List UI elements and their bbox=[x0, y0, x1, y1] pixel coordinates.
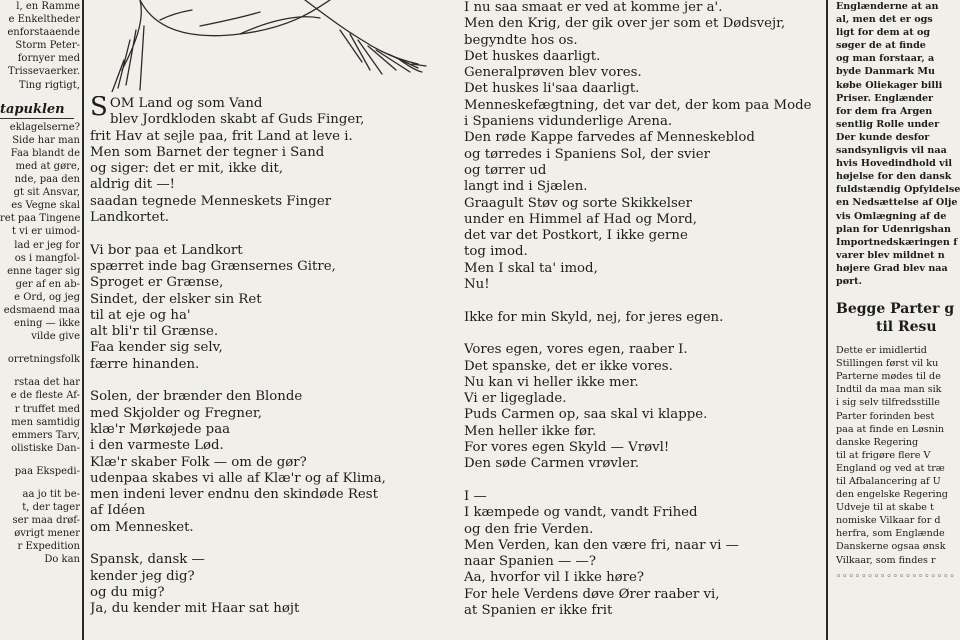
text-line: ger af en ab- bbox=[15, 278, 80, 290]
text-line: Faa blandt de bbox=[10, 147, 80, 159]
poem-line: I kæmpede og vandt, vandt Frihed bbox=[464, 505, 698, 521]
text-line: orretningsfolk bbox=[7, 354, 80, 366]
text-line: Trissevaerker. bbox=[8, 66, 80, 78]
left-column-block-f bbox=[0, 488, 80, 567]
text-line: øvrigt mener bbox=[14, 528, 80, 540]
text-line: eklagelserne? bbox=[9, 121, 80, 133]
text-line: al, men det er ogs bbox=[836, 14, 933, 26]
text-line: England og ved at træ bbox=[836, 462, 945, 474]
text-line: til Resu bbox=[876, 319, 937, 336]
text-line: enforstaaende bbox=[7, 27, 80, 39]
poem-line: Spansk, dansk — bbox=[90, 552, 205, 568]
poem-column-right bbox=[464, 0, 824, 619]
text-line: e de fleste Af- bbox=[10, 390, 80, 402]
text-line: Danskerne ogsaa ønsk bbox=[836, 541, 946, 553]
text-line: fornyer med bbox=[17, 53, 80, 65]
bird-sketch-illustration bbox=[100, 0, 430, 92]
poem-line: færre hinanden. bbox=[90, 356, 200, 372]
poem-line: tog imod. bbox=[464, 244, 528, 260]
poem-line: Menneskefægtning, det var det, der kom paa Mode bbox=[464, 97, 812, 113]
poem-line: og du mig? bbox=[90, 584, 165, 600]
text-line: Storm Peter- bbox=[15, 40, 80, 52]
poem-line: saadan tegnede Menneskets Finger bbox=[90, 193, 332, 209]
text-line: sandsynligvis vil naa bbox=[836, 145, 947, 157]
text-line: t vi er uimod- bbox=[11, 226, 80, 238]
text-line: byde Danmark Mu bbox=[836, 66, 935, 78]
text-line: plan for Udenrigshan bbox=[836, 223, 951, 235]
text-line: nomiske Vilkaar for d bbox=[836, 515, 941, 527]
text-line: aa jo tit be- bbox=[22, 489, 80, 500]
right-column-body-block bbox=[836, 344, 960, 567]
poem-line: For hele Verdens døve Ører raaber vi, bbox=[464, 586, 720, 602]
text-line: Indtil da maa man sik bbox=[836, 384, 942, 396]
text-line: Do kan bbox=[44, 554, 80, 566]
text-line: Parter forinden best bbox=[836, 410, 935, 422]
poem-line: Sindet, der elsker sin Ret bbox=[90, 291, 262, 307]
poem-line: under en Himmel af Had og Mord, bbox=[464, 211, 697, 227]
poem-line: og tørredes i Spaniens Sol, der svier bbox=[464, 146, 711, 162]
right-news-column bbox=[836, 0, 960, 584]
text-line: l, en Ramme bbox=[16, 1, 80, 12]
right-column-bold-block bbox=[836, 0, 960, 288]
text-line: højelse for den dansk bbox=[836, 171, 952, 183]
poem-line: om Mennesket. bbox=[90, 519, 194, 535]
text-line: lad er jeg for bbox=[14, 239, 80, 251]
text-line: Parterne mødes til de bbox=[836, 371, 941, 383]
poem-line: Men som Barnet der tegner i Sand bbox=[90, 144, 325, 160]
poem-line: Landkortet. bbox=[90, 210, 170, 226]
column-rule-left bbox=[82, 0, 84, 640]
text-line: ser maa drøf- bbox=[12, 515, 80, 527]
left-column-block-c bbox=[0, 353, 80, 366]
text-line: købe Oliekager billi bbox=[836, 79, 943, 91]
text-line: for dem fra Argen bbox=[836, 105, 933, 117]
poem-line: Sproget er Grænse, bbox=[90, 275, 224, 291]
text-line: sentlig Rolle under bbox=[836, 118, 940, 130]
poem-line: Ja, du kender mit Haar sat højt bbox=[90, 601, 300, 617]
text-line: Stillingen først vil ku bbox=[836, 358, 939, 370]
text-line: pørt. bbox=[836, 275, 862, 287]
text-line: ret paa Tingene bbox=[0, 213, 80, 225]
poem-line: af Idéen bbox=[90, 503, 146, 519]
text-line: varer blev mildnet n bbox=[836, 249, 945, 261]
poem-line: Nu! bbox=[464, 277, 490, 293]
poem-line: naar Spanien — —? bbox=[464, 554, 596, 570]
poem-line: langt ind i Sjælen. bbox=[464, 179, 588, 195]
poem-line: Den søde Carmen vrøvler. bbox=[464, 456, 640, 472]
left-column-heading: tapuklen bbox=[0, 101, 65, 117]
poem-line: Ikke for min Skyld, nej, for jeres egen. bbox=[464, 309, 724, 325]
poem-line: det var det Postkort, I ikke gerne bbox=[464, 228, 688, 244]
text-line: r truffet med bbox=[14, 403, 80, 415]
text-line: Priser. Englænder bbox=[836, 92, 934, 104]
poem-line: Vi bor paa et Landkort bbox=[90, 242, 243, 258]
poem-line: Solen, der brænder den Blonde bbox=[90, 389, 303, 405]
poem-line: til at eje og ha' bbox=[90, 307, 191, 323]
poem-line: i den varmeste Lød. bbox=[90, 438, 224, 454]
poem-line: Det huskes daarligt. bbox=[464, 48, 601, 64]
text-line: til Afbalancering af U bbox=[836, 476, 941, 487]
text-line: Begge Parter g bbox=[836, 301, 955, 318]
poem-line: I — bbox=[464, 488, 487, 504]
text-line: enne tager sig bbox=[7, 265, 80, 277]
text-line: Udveje til at skabe t bbox=[836, 502, 934, 514]
poem-line: I nu saa smaat er ved at komme jer a'. bbox=[464, 0, 723, 15]
drop-cap-letter: S bbox=[90, 96, 108, 122]
heading-underline bbox=[0, 118, 74, 119]
poem-line: og tørrer ud bbox=[464, 162, 547, 178]
text-line: olistiske Dan- bbox=[11, 442, 80, 454]
text-line: en Nedsættelse af Olje bbox=[836, 197, 958, 209]
poem-line: Aa, hvorfor vil I ikke høre? bbox=[464, 570, 645, 586]
text-line: gt sit Ansvar, bbox=[13, 187, 80, 199]
text-line: rstaa det har bbox=[14, 377, 80, 389]
text-line: ening — ikke bbox=[14, 318, 80, 330]
column-rule-right bbox=[826, 0, 828, 640]
text-line: e Enkeltheder bbox=[8, 14, 80, 26]
poem-line: Men I skal ta' imod, bbox=[464, 260, 598, 276]
poem-line: men indeni lever endnu den skindøde Rest bbox=[90, 487, 378, 503]
poem-line: og den frie Verden. bbox=[464, 521, 594, 537]
text-line: e Ord, og jeg bbox=[14, 291, 80, 303]
text-line: herfra, som Englænde bbox=[836, 528, 945, 540]
text-line: nde, paa den bbox=[14, 174, 80, 186]
poem-line: Puds Carmen op, saa skal vi klappe. bbox=[464, 407, 708, 423]
text-line: paa at finde en Løsnin bbox=[836, 423, 945, 435]
text-line: es Vegne skal bbox=[11, 200, 80, 212]
poem-line: blev Jordkloden skabt af Guds Finger, bbox=[110, 112, 365, 128]
poem-line: med Skjolder og Fregner, bbox=[90, 405, 262, 421]
poem-line: aldrig dit —! bbox=[90, 177, 176, 193]
text-line: og man forstaar, a bbox=[836, 53, 935, 65]
poem-line: Graagult Støv og sorte Skikkelser bbox=[464, 195, 693, 211]
text-line: danske Regering bbox=[836, 436, 919, 448]
text-line: søger de at finde bbox=[836, 40, 926, 52]
ornament-dot-rule: ◦◦◦◦◦◦◦◦◦◦◦◦◦◦◦◦◦◦◦ bbox=[836, 571, 956, 582]
text-line: højere Grad blev naa bbox=[836, 262, 948, 274]
poem-line: Klæ'r skaber Folk — om de gør? bbox=[90, 454, 307, 470]
text-line: fuldstændig Opfyldelse bbox=[836, 184, 960, 196]
text-line: r Expedition bbox=[17, 541, 80, 553]
text-line: den engelske Regering bbox=[836, 489, 948, 501]
poem-line: i Spaniens vidunderlige Arena. bbox=[464, 114, 673, 130]
poem-line: og siger: det er mit, ikke dit, bbox=[90, 161, 284, 177]
text-line: ligt for dem at og bbox=[836, 27, 931, 39]
text-line: Ting rigtigt, bbox=[18, 79, 80, 91]
right-column-headline bbox=[836, 300, 960, 336]
poem-line: Den røde Kappe farvedes af Menneskeblod bbox=[464, 130, 755, 146]
poem-line: Nu kan vi heller ikke mer. bbox=[464, 374, 639, 390]
text-line: os i mangfol- bbox=[14, 252, 80, 264]
poem-line: at Spanien er ikke frit bbox=[464, 602, 613, 618]
poem-line: Vi er ligeglade. bbox=[464, 391, 567, 407]
text-line: edsmaend maa bbox=[3, 304, 80, 316]
poem-line: Det spanske, det er ikke vores. bbox=[464, 358, 673, 374]
poem-line: alt bli'r til Grænse. bbox=[90, 324, 219, 340]
poem-line: spærret inde bag Grænsernes Gitre, bbox=[90, 258, 336, 274]
text-line: Der kunde desfor bbox=[836, 131, 930, 143]
text-line: til at frigøre flere V bbox=[836, 449, 931, 461]
left-news-column bbox=[0, 0, 80, 567]
poem-line: Men den Krig, der gik over jer som et Dødsvejr, bbox=[464, 16, 786, 32]
text-line: Importnedskæringen f bbox=[836, 236, 958, 248]
text-line: Vilkaar, som findes r bbox=[836, 554, 936, 566]
left-column-block-a bbox=[0, 0, 80, 92]
poem-line: Faa kender sig selv, bbox=[90, 340, 223, 356]
left-column-block-d bbox=[0, 376, 80, 455]
poem-line: Generalprøven blev vores. bbox=[464, 65, 642, 81]
poem-line: frit Hav at sejle paa, frit Land at leve i. bbox=[90, 128, 353, 144]
poem-line: Men heller ikke før. bbox=[464, 423, 597, 439]
text-line: Side har man bbox=[12, 134, 80, 146]
poem-line: begyndte hos os. bbox=[464, 32, 578, 48]
poem-line: Men Verden, kan den være fri, naar vi — bbox=[464, 537, 739, 553]
left-column-block-b bbox=[0, 121, 80, 344]
poem-line: Vores egen, vores egen, raaber I. bbox=[464, 342, 688, 358]
text-line: paa Ekspedi- bbox=[14, 465, 80, 477]
poem-line: udenpaa skabes vi alle af Klæ'r og af Klima, bbox=[90, 470, 386, 486]
text-line: hvis Hovedindhold vil bbox=[836, 158, 953, 170]
text-line: Englænderne at an bbox=[836, 1, 939, 12]
poem-column-left bbox=[90, 96, 450, 618]
left-column-block-e bbox=[0, 465, 80, 478]
poem-line: For vores egen Skyld — Vrøvl! bbox=[464, 440, 670, 456]
text-line: emmers Tarv, bbox=[11, 429, 80, 441]
text-line: Dette er imidlertid bbox=[836, 345, 927, 357]
text-line: i sig selv tilfredsstille bbox=[836, 397, 940, 409]
text-line: vis Omlægning af de bbox=[836, 210, 947, 222]
text-line: men samtidig bbox=[11, 416, 80, 428]
text-line: t, der tager bbox=[22, 502, 80, 514]
poem-line: Det huskes li'saa daarligt. bbox=[464, 81, 640, 97]
poem-line-text: OM Land og som Vand bbox=[109, 96, 263, 111]
poem-line: klæ'r Mørkøjede paa bbox=[90, 421, 231, 437]
poem-line: kender jeg dig? bbox=[90, 568, 195, 584]
text-line: vilde give bbox=[31, 331, 80, 343]
text-line: med at gøre, bbox=[15, 160, 80, 172]
